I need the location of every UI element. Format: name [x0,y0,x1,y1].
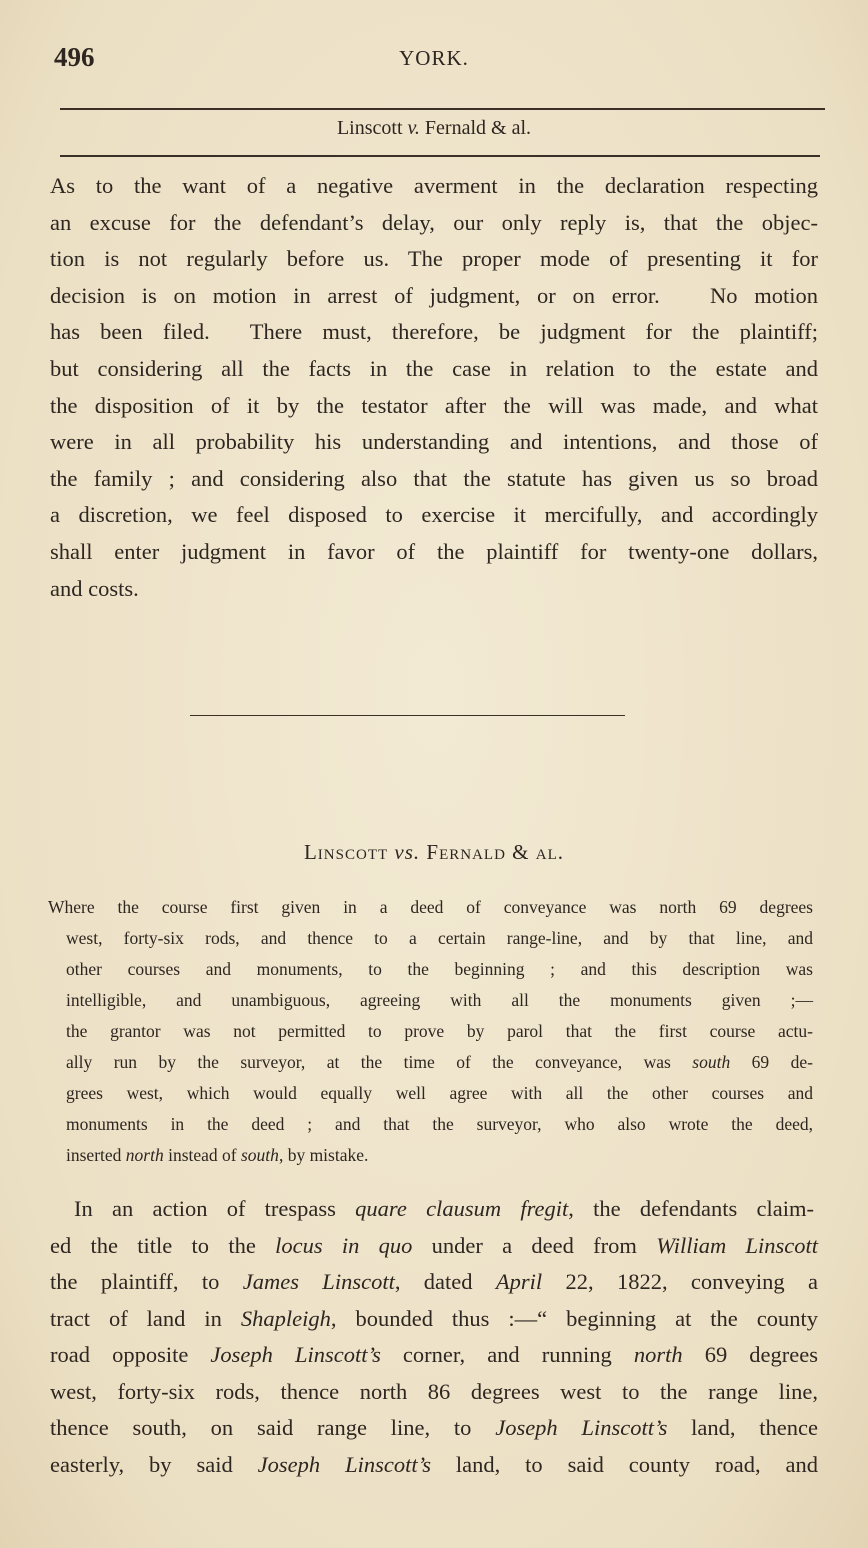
text-line [66,959,813,980]
text-line [48,897,813,918]
text-line [50,210,818,240]
text-segment: intelligible, and unambiguous, agreeing with all the monuments given ;— [66,990,813,1010]
text-line [50,393,818,423]
text-segment: the disposition of it by the testator after the will was made, and what [50,392,818,418]
text-line [50,502,818,532]
text-segment: , by mistake. [278,1145,369,1165]
page-number: 496 [54,42,95,72]
text-segment: an excuse for the defendant’s delay, our only reply is, that the objec- [50,209,818,235]
italic-segment: April [495,1269,543,1294]
text-segment: decision is on motion in arrest of judgment, or on error. No motion [50,282,818,308]
text-segment: , bounded thus :—“ beginning at the county [330,1305,818,1331]
subtitle-defendant: Fernald & al. [419,117,532,139]
text-segment: the plaintiff, to [50,1269,243,1294]
text-line [66,990,813,1011]
text-segment: the grantor was not permitted to prove by parol that the first course actu- [66,1021,813,1041]
text-segment: under a deed from [412,1232,657,1258]
italic-segment: Joseph Linscott’s [495,1415,668,1440]
italic-segment: James Linscott [242,1269,395,1294]
text-segment: other courses and monuments, to the beginning ; and this description was [66,959,813,979]
text-line [50,466,818,496]
text-segment: west, forty-six rods, thence north 86 degrees west to the range line, [50,1378,818,1404]
case-title [0,840,868,865]
text-segment: 69 de- [730,1052,813,1072]
running-title: YORK. [399,46,469,70]
text-line [50,539,818,569]
text-segment: land, thence [667,1415,818,1440]
text-line [66,1083,813,1104]
text-segment: , the defendants claim- [568,1196,815,1221]
case-subtitle [0,117,868,140]
text-segment: the family ; and considering also that the statute has given us so broad [50,465,818,491]
text-segment: 69 degrees [682,1342,819,1367]
text-line [50,356,818,386]
text-segment: monuments in the deed ; and that the surveyor, who also wrote the deed, [66,1114,813,1134]
italic-segment: north [633,1342,683,1367]
section-separator [190,715,625,716]
text-line [66,1114,813,1135]
text-segment: were in all probability his understanding and intentions, and those of [50,429,818,455]
text-line [50,1269,818,1299]
text-segment: grees west, which would equally well agree with all the other courses and [66,1083,813,1103]
text-line [66,928,813,949]
case-title-plaintiff: Linscott [303,840,389,864]
text-line [74,1196,814,1226]
text-segment: inserted [66,1145,126,1165]
text-segment: but considering all the facts in the case in relation to the estate and [50,356,818,381]
header-rule-bottom [60,155,820,157]
text-line [50,1379,818,1409]
italic-segment: quare clausum fregit [355,1196,569,1221]
italic-segment: north [125,1145,164,1165]
text-segment: instead of [163,1145,241,1165]
italic-segment: William Linscott [656,1232,818,1258]
italic-segment: Joseph Linscott’s [210,1342,381,1367]
text-line [50,1452,818,1482]
text-line [50,1342,818,1372]
text-segment: west, forty-six rods, and thence to a certain range-line, and by that line, and [66,928,813,948]
text-segment: road opposite [50,1342,211,1367]
text-line [66,1021,813,1042]
italic-segment: Joseph Linscott’s [257,1451,431,1477]
text-line [50,173,818,203]
text-line [50,429,818,459]
text-line [66,1145,813,1166]
text-segment: tract of land in [50,1305,241,1331]
case-title-defendant: Fernald & al. [426,840,564,864]
text-segment: shall enter judgment in favor of the plaintiff for twenty-one dollars, [50,539,818,564]
text-segment: easterly, by said [50,1451,258,1477]
case-title-vs: vs. [394,840,421,864]
text-segment: In an action of trespass [74,1196,356,1221]
header-rule-top [60,108,825,110]
text-segment: corner, and running [380,1342,634,1367]
italic-segment: Shapleigh [240,1305,331,1331]
text-segment: , dated [394,1269,496,1294]
text-line [50,1306,818,1336]
text-segment: thence south, on said range line, to [50,1415,496,1440]
subtitle-versus: v. [407,117,420,139]
text-segment: 22, 1822, conveying a [542,1269,818,1294]
text-line [50,1415,818,1445]
italic-segment: south [241,1145,279,1165]
text-segment: has been filed. There must, therefore, be judgment for the plaintiff; [50,319,818,345]
text-segment: and costs. [50,575,139,601]
text-line [50,283,818,313]
subtitle-plaintiff: Linscott [336,117,408,139]
text-segment: land, to said county road, and [430,1451,818,1477]
italic-segment: locus in quo [275,1232,413,1258]
text-line [50,246,818,276]
text-line [66,1052,813,1073]
text-line [50,1233,818,1263]
text-segment: As to the want of a negative averment in the declaration respecting [50,173,818,198]
text-segment: Where the course first given in a deed of conveyance was north 69 degrees [48,897,813,917]
text-line [50,319,818,349]
text-segment: tion is not regularly before us. The proper mode of presenting it for [50,246,818,272]
italic-segment: south [692,1052,731,1072]
text-segment: a discretion, we feel disposed to exercise it mercifully, and accordingly [50,502,818,528]
text-segment: ally run by the surveyor, at the time of the conveyance, was [66,1052,693,1072]
text-line [50,576,818,606]
text-segment: ed the title to the [50,1232,276,1258]
